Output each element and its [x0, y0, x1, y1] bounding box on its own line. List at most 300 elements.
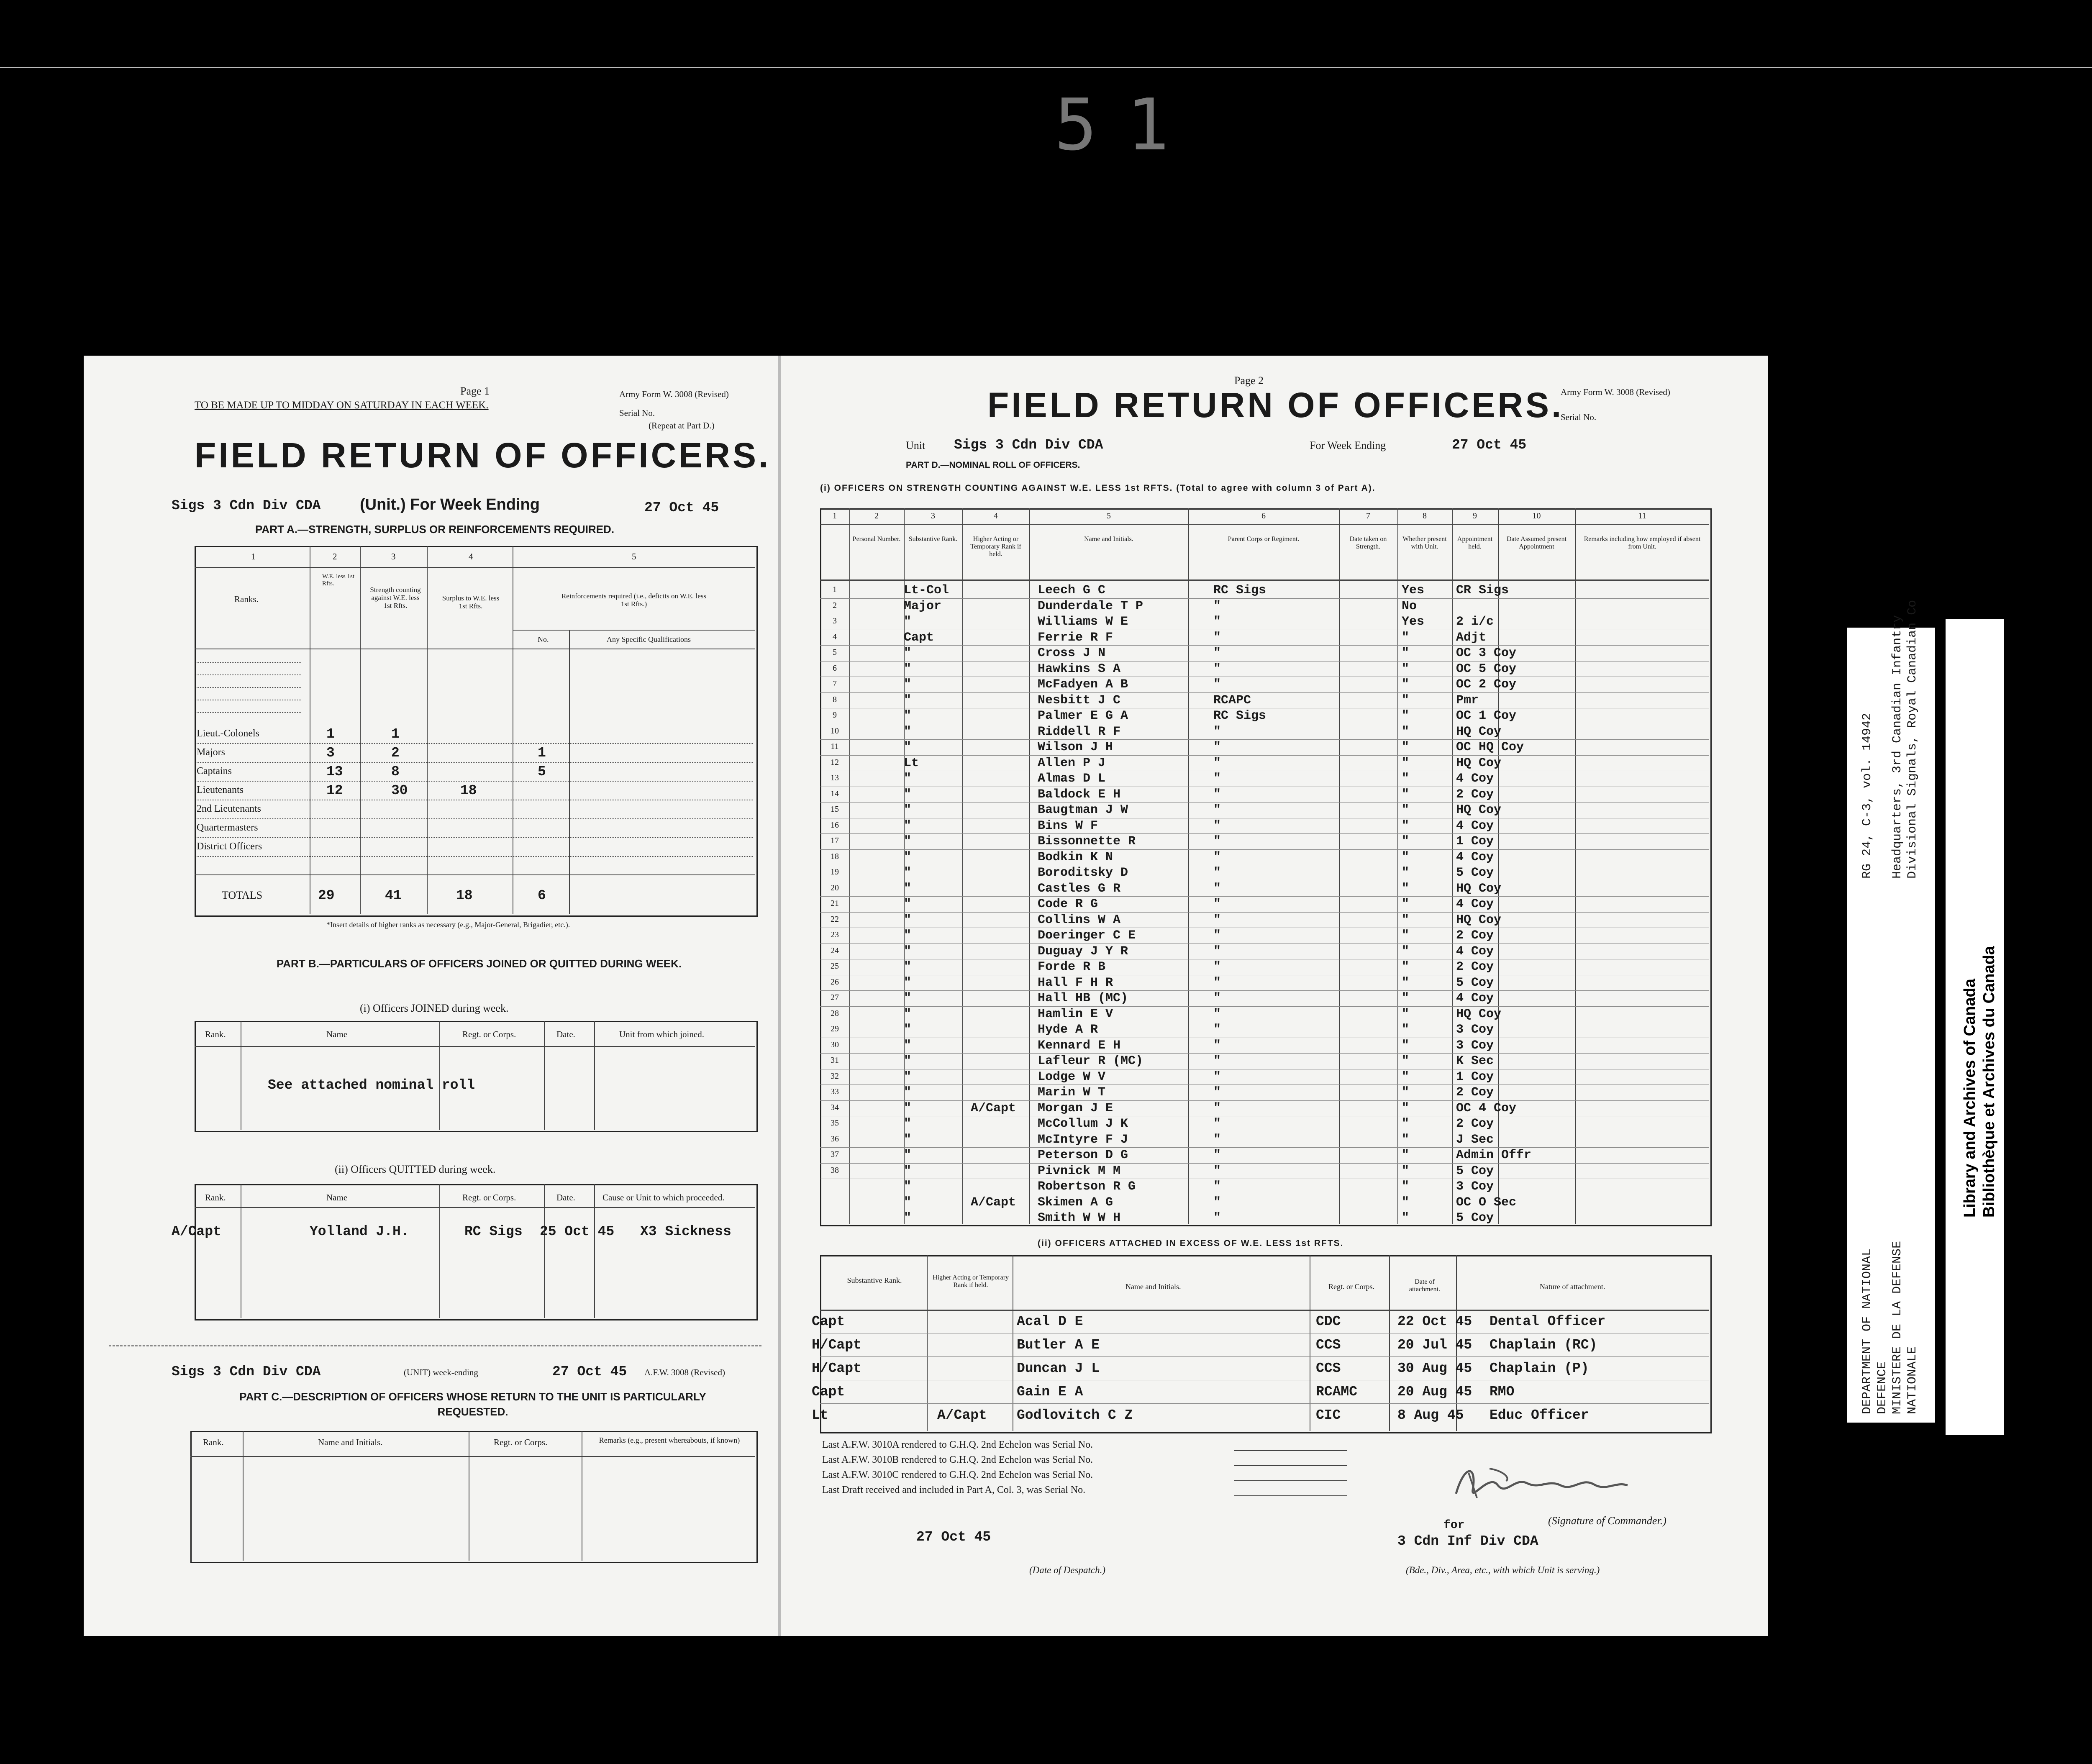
- roll-corps: ": [1213, 1085, 1221, 1100]
- partD-title: PART D.—NOMINAL ROLL OF OFFICERS.: [906, 460, 1080, 470]
- roll-col: [1339, 508, 1340, 1224]
- roll-col: [1188, 508, 1189, 1224]
- partA-head-strength: Strength counting against W.E. less 1st Rfts.: [370, 586, 421, 610]
- roll-present: ": [1402, 693, 1410, 708]
- partA-row-line: [197, 856, 753, 857]
- attached-head: Regt. or Corps.: [1328, 1282, 1374, 1291]
- roll-present: ": [1402, 1054, 1410, 1068]
- roll-corps: ": [1213, 1101, 1221, 1115]
- roll-name: Riddell R F: [1038, 725, 1121, 739]
- roll-number: 21: [831, 899, 839, 908]
- roll-present: ": [1402, 1007, 1410, 1021]
- quitted-title: (ii) Officers QUITTED during week.: [335, 1163, 496, 1175]
- roll-present: ": [1402, 646, 1410, 660]
- roll-rank: ": [904, 1023, 912, 1037]
- partA-rank: Lieutenants: [197, 785, 244, 795]
- roll-corps: ": [1213, 944, 1221, 959]
- roll-rank: ": [904, 615, 912, 629]
- lac-text: [1960, 946, 1999, 1218]
- attached-name: Acal D E: [1017, 1314, 1083, 1329]
- roll-appointment: 2 Coy: [1456, 928, 1494, 943]
- joined-head: Name: [326, 1029, 348, 1039]
- roll-present: ": [1402, 1117, 1410, 1131]
- roll-name: Dunderdale T P: [1038, 599, 1143, 613]
- serial-line: Last A.F.W. 3010B rendered to G.H.Q. 2nd Echelon was Serial No.: [822, 1454, 1093, 1465]
- roll-appointment: K Sec: [1456, 1054, 1494, 1068]
- page2-week-label: For Week Ending: [1310, 439, 1386, 451]
- roll-present: ": [1402, 1148, 1410, 1162]
- roll-number: 16: [831, 820, 839, 830]
- attached-date: 8 Aug 45: [1397, 1408, 1464, 1423]
- attached-head: Name and Initials.: [1125, 1282, 1181, 1291]
- roll-appointment: 4 Coy: [1456, 772, 1494, 786]
- roll-number: 5: [833, 648, 837, 657]
- attached-rank: H/Capt: [812, 1337, 861, 1353]
- roll-appointment: HQ Coy: [1456, 1007, 1502, 1021]
- quitted-name: Yolland J.H.: [310, 1224, 409, 1239]
- partB-title: PART B.—PARTICULARS OF OFFICERS JOINED OR QUITTED DURING WEEK.: [276, 957, 682, 970]
- roll-rank: ": [904, 976, 912, 990]
- roll-number: 27: [831, 993, 839, 1002]
- roll-corps: ": [1213, 646, 1221, 660]
- partA-rule: [195, 874, 755, 875]
- roll-header: Appointment held.: [1457, 536, 1493, 550]
- roll-appointment: OC O Sec: [1456, 1195, 1517, 1210]
- roll-row-line: [820, 1053, 1709, 1054]
- page1-repeat-note: (Repeat at Part D.): [649, 420, 715, 431]
- roll-number: 33: [831, 1087, 839, 1096]
- page1-instruction: TO BE MADE UP TO MIDDAY ON SATURDAY IN EACH WEEK.: [195, 400, 489, 411]
- partA-we: 13: [326, 764, 343, 779]
- totals-str: 41: [385, 888, 402, 903]
- partA-rank: Majors: [197, 747, 225, 758]
- roll-row-line: [820, 598, 1709, 599]
- partA-rule: [513, 630, 755, 631]
- desc-line: Headquarters, 3rd Canadian Infantry: [1890, 615, 1905, 879]
- quitted-cause: X3 Sickness: [640, 1224, 731, 1239]
- roll-number: 23: [831, 930, 839, 939]
- roll-col: [1452, 508, 1453, 1224]
- for-label: for: [1443, 1519, 1465, 1532]
- roll-colnum: 3: [931, 511, 935, 520]
- roll-corps: ": [1213, 1164, 1221, 1178]
- roll-appointment: 2 i/c: [1456, 615, 1494, 629]
- attached-row-line: [820, 1403, 1709, 1404]
- roll-name: Hyde A R: [1038, 1023, 1098, 1037]
- partC-head: Name and Initials.: [318, 1437, 383, 1447]
- roll-number: 20: [831, 883, 839, 892]
- roll-colnum: 6: [1261, 511, 1266, 520]
- roll-rank: ": [904, 834, 912, 849]
- roll-appointment: 4 Coy: [1456, 819, 1494, 833]
- roll-name: Duguay J Y R: [1038, 944, 1128, 959]
- roll-name: Boroditsky D: [1038, 866, 1128, 880]
- partA-head-reinf: Reinforcements required (i.e., deficits on W.E. less 1st Rfts.): [561, 592, 707, 608]
- roll-present: ": [1402, 1211, 1410, 1225]
- roll-number: 26: [831, 977, 839, 987]
- roll-header: Higher Acting or Temporary Rank if held.: [970, 536, 1021, 558]
- roll-header: Name and Initials.: [1084, 536, 1133, 543]
- roll-present: ": [1402, 740, 1410, 754]
- roll-number: 38: [831, 1166, 839, 1175]
- joined-col: [594, 1021, 595, 1130]
- partA-rank: 2nd Lieutenants: [197, 803, 261, 814]
- roll-number: 12: [831, 758, 839, 767]
- roll-header: Whether present with Unit.: [1402, 536, 1447, 550]
- roll-name: Ferrie R F: [1038, 631, 1113, 645]
- roll-name: Lodge W V: [1038, 1070, 1106, 1084]
- roll-name: Palmer E G A: [1038, 709, 1128, 723]
- partA-str: 8: [391, 764, 400, 779]
- roll-name: McCollum J K: [1038, 1117, 1128, 1131]
- roll-rank: ": [904, 960, 912, 974]
- roll-corps: ": [1213, 1195, 1221, 1210]
- roll-row-line: [820, 645, 1709, 646]
- attached-rank: Capt: [812, 1314, 845, 1329]
- roll-appointment: 3 Coy: [1456, 1023, 1494, 1037]
- roll-present: ": [1402, 725, 1410, 739]
- roll-rank: ": [904, 740, 912, 754]
- partC-table: [190, 1431, 758, 1563]
- nominal-roll-table: [820, 508, 1712, 1226]
- partA-colnum: 1: [251, 551, 256, 562]
- roll-name: Code R G: [1038, 897, 1098, 911]
- roll-name: Leech G C: [1038, 583, 1106, 597]
- serial-line: Last A.F.W. 3010A rendered to G.H.Q. 2nd Echelon was Serial No.: [822, 1439, 1093, 1450]
- roll-row-line: [820, 1100, 1709, 1101]
- roll-name: Pivnick M M: [1038, 1164, 1121, 1178]
- serial-blank: [1234, 1495, 1347, 1496]
- page2-title: FIELD RETURN OF OFFICERS.: [987, 385, 1564, 425]
- quitted-head: Rank.: [205, 1192, 226, 1202]
- roll-header: Date Assumed present Appointment: [1506, 536, 1567, 550]
- roll-name: Doeringer C E: [1038, 928, 1136, 943]
- page2-unit-label: Unit: [906, 439, 926, 451]
- roll-name: Skimen A G: [1038, 1195, 1113, 1210]
- page1-label: Page 1: [460, 385, 490, 397]
- roll-name: Bodkin K N: [1038, 850, 1113, 864]
- roll-corps: ": [1213, 599, 1221, 613]
- roll-rank: ": [904, 928, 912, 943]
- roll-rank: ": [904, 662, 912, 676]
- roll-corps: ": [1213, 725, 1221, 739]
- roll-corps: ": [1213, 677, 1221, 692]
- partA-str: 2: [391, 745, 400, 761]
- attached-head: Nature of attachment.: [1540, 1282, 1605, 1291]
- partA-col: [569, 630, 570, 914]
- roll-name: McIntyre F J: [1038, 1133, 1128, 1147]
- roll-number: 37: [831, 1150, 839, 1159]
- roll-present: ": [1402, 991, 1410, 1005]
- bde-label: (Bde., Div., Area, etc., with which Unit is serving.): [1406, 1565, 1600, 1575]
- roll-corps: ": [1213, 1023, 1221, 1037]
- roll-row-line: [820, 912, 1709, 913]
- roll-present: ": [1402, 1133, 1410, 1147]
- roll-rank: ": [904, 819, 912, 833]
- quitted-rank: A/Capt: [172, 1224, 221, 1239]
- roll-name: Peterson D G: [1038, 1148, 1128, 1162]
- partC-head: Regt. or Corps.: [494, 1437, 548, 1447]
- roll-corps: ": [1213, 1148, 1221, 1162]
- roll-rank: ": [904, 866, 912, 880]
- roll-rank: ": [904, 850, 912, 864]
- roll-appointment: 4 Coy: [1456, 850, 1494, 864]
- partA-row-line: [197, 818, 753, 819]
- page1-serial-no: Serial No.: [619, 408, 655, 418]
- roll-name: Kennard E H: [1038, 1038, 1121, 1053]
- roll-corps: ": [1213, 1133, 1221, 1147]
- joined-head: Rank.: [205, 1029, 226, 1039]
- roll-colnum: 2: [874, 511, 879, 520]
- roll-number: 3: [833, 616, 837, 626]
- unit-label: (Unit.) For Week Ending: [360, 496, 540, 513]
- roll-appointment: 4 Coy: [1456, 991, 1494, 1005]
- roll-appointment: OC 2 Coy: [1456, 677, 1517, 692]
- roll-rank: ": [904, 1133, 912, 1147]
- partA-we: 1: [326, 726, 335, 742]
- roll-name: Morgan J E: [1038, 1101, 1113, 1115]
- roll-corps: ": [1213, 1070, 1221, 1084]
- roll-higher: A/Capt: [971, 1195, 1016, 1210]
- roll-row-line: [820, 833, 1709, 834]
- roll-number: 24: [831, 946, 839, 955]
- roll-col: [1397, 508, 1398, 1224]
- roll-appointment: 1 Coy: [1456, 1070, 1494, 1084]
- roll-present: ": [1402, 1038, 1410, 1053]
- partA-rank: Captains: [197, 766, 232, 777]
- despatch-value: 27 Oct 45: [916, 1529, 991, 1545]
- archive-reference-card: [1847, 600, 1935, 1423]
- roll-corps: ": [1213, 819, 1221, 833]
- page2-label: Page 2: [1234, 374, 1264, 387]
- quitted-head: Regt. or Corps.: [462, 1192, 516, 1202]
- roll-name: Bins W F: [1038, 819, 1098, 833]
- attached-date: 22 Oct 45: [1397, 1314, 1472, 1329]
- roll-present: ": [1402, 631, 1410, 645]
- attached-rank: Capt: [812, 1384, 845, 1400]
- roll-number: 7: [833, 679, 837, 688]
- roll-name: Almas D L: [1038, 772, 1106, 786]
- roll-number: 17: [831, 836, 839, 845]
- roll-row-line: [820, 1006, 1709, 1007]
- serial-blank: [1234, 1450, 1347, 1451]
- roll-corps: RCAPC: [1213, 693, 1251, 708]
- attached-head: Higher Acting or Temporary Rank if held.: [932, 1274, 1009, 1289]
- roll-corps: ": [1213, 803, 1221, 817]
- roll-corps: ": [1213, 1054, 1221, 1068]
- roll-rank: ": [904, 1117, 912, 1131]
- partA-str: 30: [391, 783, 408, 798]
- roll-row-line: [820, 1147, 1709, 1148]
- partA-row-line: [197, 743, 753, 744]
- totals-no: 6: [538, 888, 546, 903]
- roll-corps: ": [1213, 631, 1221, 645]
- partC-form: A.F.W. 3008 (Revised): [644, 1367, 725, 1377]
- attached-name: Butler A E: [1017, 1337, 1100, 1353]
- roll-appointment: 1 Coy: [1456, 834, 1494, 849]
- roll-name: Williams W E: [1038, 615, 1128, 629]
- quitted-col: [439, 1184, 440, 1318]
- partA-row-line: [197, 837, 753, 838]
- partA-head-qual: Any Specific Qualifications: [607, 635, 691, 644]
- roll-rank: Major: [904, 599, 942, 613]
- roll-appointment: 2 Coy: [1456, 787, 1494, 802]
- roll-number: 8: [833, 695, 837, 704]
- partA-title: PART A.—STRENGTH, SURPLUS OR REINFORCEMENTS REQUIRED.: [255, 523, 615, 536]
- roll-header: Date taken on Strength.: [1349, 536, 1387, 550]
- roll-present: ": [1402, 850, 1410, 864]
- totals-sur: 18: [456, 888, 473, 903]
- roll-name: Hamlin E V: [1038, 1007, 1113, 1021]
- roll-name: McFadyen A B: [1038, 677, 1128, 692]
- page-fold: [778, 356, 781, 1636]
- partA-we: 3: [326, 745, 335, 761]
- roll-number: 14: [831, 789, 839, 798]
- roll-rank: ": [904, 1070, 912, 1084]
- week-ending: 27 Oct 45: [644, 500, 719, 515]
- roll-header: Substantive Rank.: [908, 536, 958, 543]
- partC-head: Remarks (e.g., present whereabouts, if known): [599, 1436, 740, 1444]
- partA-we: 12: [326, 783, 343, 798]
- partA-no: 5: [538, 764, 546, 779]
- roll-row-line: [820, 802, 1709, 803]
- attached-corps: RCAMC: [1316, 1384, 1358, 1400]
- attached-name: Godlovitch C Z: [1017, 1408, 1133, 1423]
- roll-appointment: 2 Coy: [1456, 1085, 1494, 1100]
- partA-blank-row: [197, 687, 301, 688]
- roll-present: ": [1402, 772, 1410, 786]
- reel-number: 51: [1054, 84, 1199, 167]
- roll-present: ": [1402, 928, 1410, 943]
- totals-we: 29: [318, 888, 335, 903]
- partA-colnum: 2: [333, 551, 337, 562]
- roll-number: 34: [831, 1103, 839, 1112]
- joined-note: See attached nominal roll: [268, 1077, 475, 1093]
- roll-appointment: OC HQ Coy: [1456, 740, 1524, 754]
- serial-blank: [1234, 1480, 1347, 1481]
- roll-name: Hawkins S A: [1038, 662, 1121, 676]
- quitted-rule: [195, 1207, 755, 1208]
- roll-appointment: HQ Coy: [1456, 913, 1502, 927]
- roll-rank: ": [904, 913, 912, 927]
- roll-appointment: OC 4 Coy: [1456, 1101, 1517, 1115]
- roll-appointment: 5 Coy: [1456, 976, 1494, 990]
- roll-appointment: 4 Coy: [1456, 944, 1494, 959]
- roll-name: Baugtman J W: [1038, 803, 1128, 817]
- roll-present: ": [1402, 1023, 1410, 1037]
- partA-colnum: 3: [391, 551, 396, 562]
- roll-name: Nesbitt J C: [1038, 693, 1121, 708]
- roll-rank: ": [904, 772, 912, 786]
- roll-corps: ": [1213, 882, 1221, 896]
- roll-present: ": [1402, 787, 1410, 802]
- cut-line: [109, 1345, 761, 1346]
- partD-sub: (i) OFFICERS ON STRENGTH COUNTING AGAINST W.E. LESS 1st RFTS. (Total to agree with column 3 of Part A).: [820, 483, 1376, 493]
- roll-corps: RC Sigs: [1213, 709, 1266, 723]
- roll-appointment: OC 1 Coy: [1456, 709, 1517, 723]
- roll-appointment: J Sec: [1456, 1133, 1494, 1147]
- roll-rank: ": [904, 1148, 912, 1162]
- roll-appointment: CR Sigs: [1456, 583, 1509, 597]
- roll-colnum: 5: [1107, 511, 1111, 520]
- roll-colnum: 9: [1473, 511, 1477, 520]
- dept-line: DEPARTMENT OF NATIONAL: [1860, 1248, 1874, 1414]
- roll-present: ": [1402, 756, 1410, 770]
- roll-corps: ": [1213, 897, 1221, 911]
- dept-block: [1860, 1241, 1920, 1414]
- attached-nature: Dental Officer: [1490, 1314, 1606, 1329]
- roll-appointment: HQ Coy: [1456, 756, 1502, 770]
- partA-rank: Quartermasters: [197, 822, 258, 833]
- roll-present: ": [1402, 897, 1410, 911]
- attached-date: 20 Aug 45: [1397, 1384, 1472, 1400]
- roll-row-line: [820, 739, 1709, 740]
- roll-number: 11: [831, 742, 839, 751]
- roll-number: 30: [831, 1040, 839, 1049]
- roll-number: 1: [833, 585, 837, 594]
- roll-corps: ": [1213, 976, 1221, 990]
- roll-name: Forde R B: [1038, 960, 1106, 974]
- roll-rank: ": [904, 725, 912, 739]
- partA-str: 1: [391, 726, 400, 742]
- lac-en: Library and Archives of Canada: [1961, 979, 1979, 1218]
- quitted-corps: RC Sigs: [464, 1224, 523, 1239]
- roll-corps: ": [1213, 991, 1221, 1005]
- roll-name: Castles G R: [1038, 882, 1121, 896]
- roll-rank: ": [904, 693, 912, 708]
- roll-appointment: 2 Coy: [1456, 960, 1494, 974]
- roll-rank: Lt: [904, 756, 919, 770]
- quitted-head: Date.: [556, 1192, 575, 1202]
- roll-number: 28: [831, 1009, 839, 1018]
- attached-name: Duncan J L: [1017, 1361, 1100, 1376]
- roll-row-line: [820, 661, 1709, 662]
- roll-rank: ": [904, 944, 912, 959]
- insert-note: *Insert details of higher ranks as necessary (e.g., Major-General, Brigadier, etc.).: [326, 920, 570, 929]
- roll-present: ": [1402, 1195, 1410, 1210]
- quitted-head: Name: [326, 1192, 348, 1202]
- roll-header: Remarks including how employed if absent from Unit.: [1584, 536, 1701, 550]
- signature-label: (Signature of Commander.): [1548, 1515, 1666, 1527]
- roll-present: ": [1402, 1101, 1410, 1115]
- unit-value: Sigs 3 Cdn Div CDA: [172, 498, 321, 513]
- roll-number: 2: [833, 601, 837, 610]
- attached-higher: A/Capt: [937, 1408, 987, 1423]
- roll-col: [1575, 508, 1576, 1224]
- roll-header: Personal Number.: [852, 536, 901, 543]
- roll-present: ": [1402, 662, 1410, 676]
- joined-col: [544, 1021, 545, 1130]
- roll-number: 10: [831, 726, 839, 736]
- roll-name: Bissonnette R: [1038, 834, 1136, 849]
- lac-label: [1946, 619, 2004, 1435]
- partA-rank: Lieut.-Colonels: [197, 728, 259, 739]
- roll-corps: ": [1213, 850, 1221, 864]
- roll-present: ": [1402, 1179, 1410, 1194]
- roll-colnum: 1: [833, 511, 837, 520]
- roll-appointment: 5 Coy: [1456, 1211, 1494, 1225]
- roll-number: 31: [831, 1056, 839, 1065]
- partA-colnum: 4: [469, 551, 473, 562]
- roll-rank: Capt: [904, 631, 934, 645]
- quitted-table: [195, 1184, 758, 1320]
- roll-rank: ": [904, 882, 912, 896]
- roll-number: 25: [831, 961, 839, 971]
- partA-no: 1: [538, 745, 546, 761]
- roll-present: ": [1402, 882, 1410, 896]
- volume-ref: RG 24, C-3, vol. 14942: [1860, 713, 1874, 879]
- roll-present: ": [1402, 1085, 1410, 1100]
